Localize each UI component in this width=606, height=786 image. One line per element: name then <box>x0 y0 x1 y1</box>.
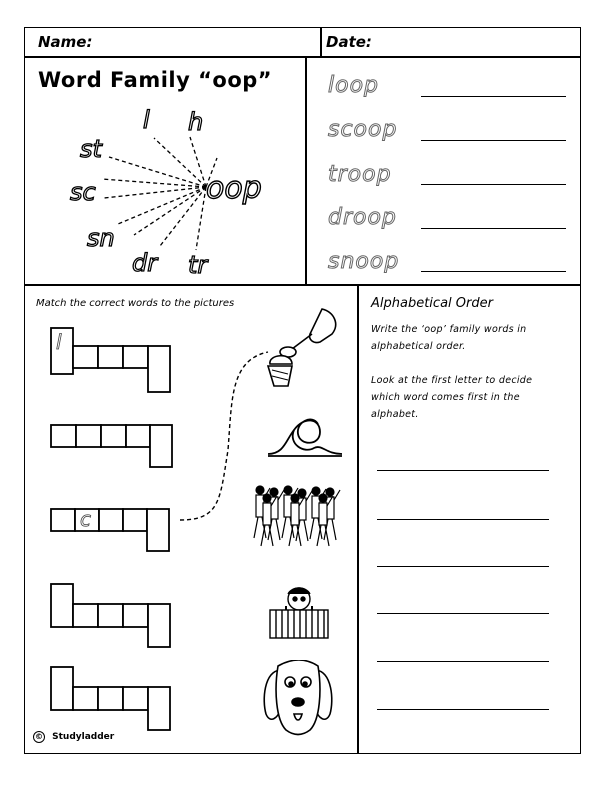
alphabetical-instruction-1: Write the ‘oop’ family words in alphabetical order. <box>371 324 527 352</box>
name-label: Name: <box>38 33 93 51</box>
hint-letter-l: l <box>56 330 62 354</box>
word-family-title: Word Family “oop” <box>38 68 273 92</box>
trace-word-loop: loop <box>328 73 379 98</box>
ice-cream-scoop-picture <box>262 304 342 392</box>
alphabetical-order-heading: Alphabetical Order <box>371 296 493 311</box>
alphabetical-instruction-2: Look at the first letter to decide which word comes first in the alphabet. <box>371 375 533 420</box>
droop-dog-picture <box>262 660 334 736</box>
troop-of-soldiers-picture <box>250 484 346 548</box>
answer-line-4[interactable] <box>377 613 549 614</box>
footer-brand <box>33 731 114 743</box>
hint-letter-c: c <box>80 507 91 531</box>
answer-line-2[interactable] <box>377 519 549 520</box>
onset-sc: sc <box>70 178 96 206</box>
onset-l: l <box>143 106 150 134</box>
onset-sn: sn <box>87 224 115 252</box>
brand-name: Studyladder <box>52 732 115 742</box>
trace-word-snoop: snoop <box>328 249 400 274</box>
snoop-peeking-picture <box>266 584 332 640</box>
trace-word-troop: troop <box>328 162 392 187</box>
onset-st: st <box>80 135 102 163</box>
answer-line-1[interactable] <box>377 470 549 471</box>
answer-line-5[interactable] <box>377 661 549 662</box>
trace-word-droop: droop <box>328 205 397 230</box>
trace-word-scoop: scoop <box>328 117 398 142</box>
date-label: Date: <box>326 33 372 51</box>
center-oop: oop <box>206 171 262 206</box>
answer-line-3[interactable] <box>377 566 549 567</box>
answer-line-6[interactable] <box>377 709 549 710</box>
onset-h: h <box>188 108 204 136</box>
loop-knot-picture <box>264 410 346 462</box>
onset-tr: tr <box>188 251 208 279</box>
onset-dr: dr <box>132 249 158 277</box>
match-instruction: Match the correct words to the pictures <box>36 298 235 309</box>
copyright-icon: © <box>35 732 43 741</box>
